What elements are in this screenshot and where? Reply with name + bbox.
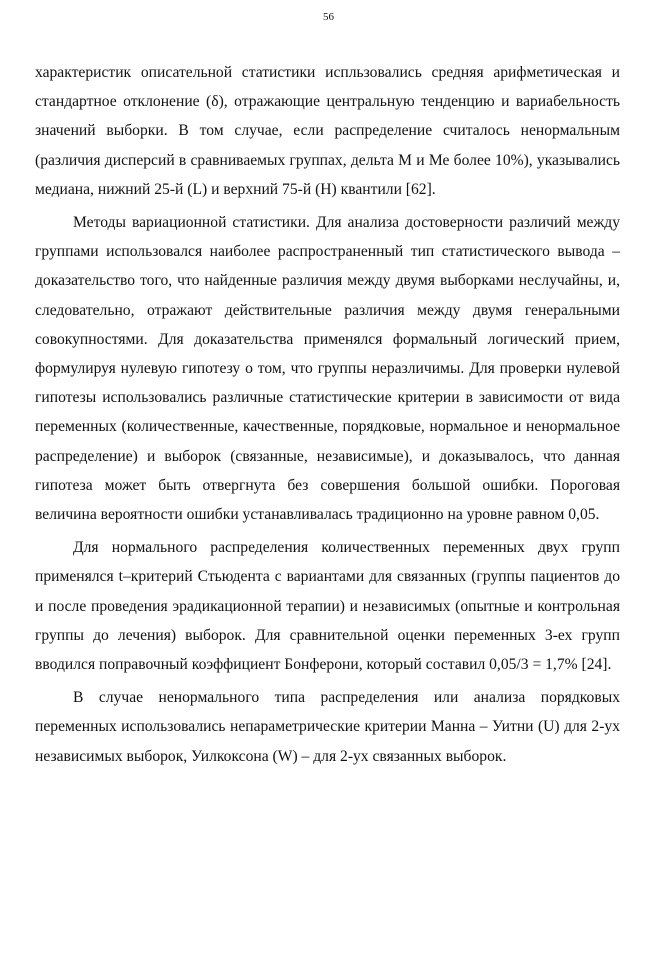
document-body	[35, 58, 620, 771]
paragraph-nonparametric-tests: В случае ненормального типа распределения или анализа порядковых переменных использовались непараметрические критерии Манна – Уитни (U) для 2-ух независимых выборок, Уилкоксона (W) – для 2-ух связанных выборок.	[35, 689, 620, 765]
paragraph-descriptive-statistics: характеристик описательной статистики испльзовались средняя арифметическая и стандартное отклонение (δ), отражающие центральную тенденцию и вариабельность значений выборки. В том случае, если распределение считалось ненормальным (различия дисперсий в сравниваемых группах, дельта М и Ме более 10%), указывались медиана, нижний 25-й (L) и верхний 75-й (H) квантили [62].	[35, 64, 620, 198]
paragraph-variation-statistics: Методы вариационной статистики. Для анализа достоверности различий между группами использовался наиболее распространенный тип статистического вывода – доказательство того, что найденные различия между двумя выборками неслучайны, и, следовательно, отражают действительные различия между двумя генеральными совокупностями. Для доказательства применялся формальный логический прием, формулируя нулевую гипотезу о том, что группы неразличимы. Для проверки нулевой гипотезы использовались различные статистические критерии в зависимости от вида переменных (количественные, качественные, порядковые, нормальное и ненормальное распределение) и выборок (связанные, независимые), и доказывалось, что данная гипотеза может быть отвергнута без совершения большой ошибки. Пороговая величина вероятности ошибки устанавливалась традиционно на уровне равном 0,05.	[35, 214, 620, 524]
paragraph-student-t-test: Для нормального распределения количественных переменных двух групп применялся t–критерий Стьюдента с вариантами для связанных (группы пациентов до и после проведения эрадикационной терапии) и независимых (опытные и контрольная группы до лечения) выборок. Для сравнительной оценки переменных 3-ех групп вводился поправочный коэффициент Бонферони, который составил 0,05/3 = 1,7% [24].	[35, 539, 620, 674]
page-number: 56	[323, 11, 334, 23]
